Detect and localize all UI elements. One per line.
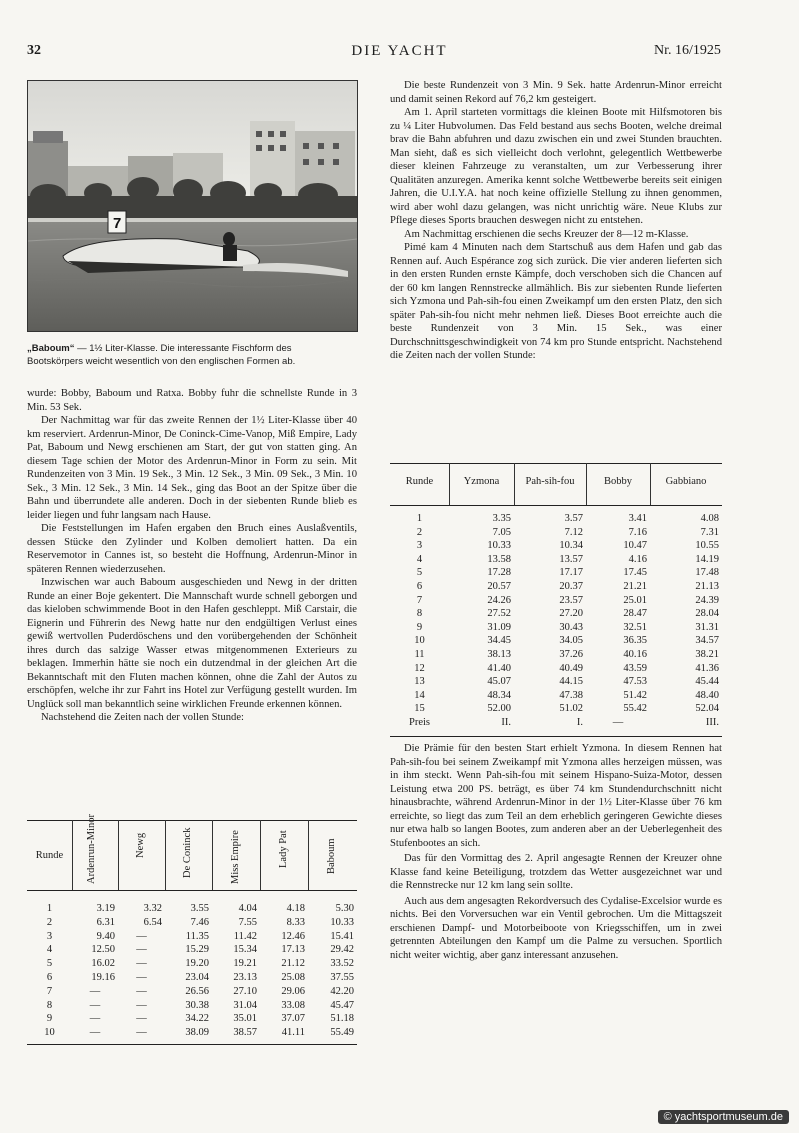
time-cell: 31.09: [487, 621, 511, 633]
time-cell: —: [136, 1013, 147, 1025]
time-cell: 17.48: [695, 567, 719, 579]
time-cell: 55.42: [623, 703, 647, 715]
row-label-cell: 1: [46, 903, 53, 914]
time-cell: 7.46: [190, 916, 209, 928]
row-label-cell: 11: [414, 648, 425, 660]
time-cell: 48.40: [695, 689, 719, 701]
time-cell: 19.20: [185, 958, 209, 970]
time-cell: 27.20: [559, 608, 583, 620]
time-cell: 51.02: [559, 703, 583, 715]
table-row: [27, 902, 357, 916]
table-row: [27, 999, 357, 1013]
time-cell: 17.28: [487, 567, 511, 579]
time-cell: 28.47: [623, 608, 647, 620]
time-cell: —: [136, 985, 147, 997]
row-label-cell: 10: [44, 1027, 55, 1039]
row-label-cell: 8: [416, 608, 423, 620]
table-row: [27, 985, 357, 999]
issue-number: Nr. 16/1925: [654, 43, 721, 58]
time-cell: 7.12: [564, 526, 583, 538]
time-cell: 35.01: [233, 1013, 257, 1025]
time-cell: 17.17: [559, 567, 583, 579]
time-cell: 21.13: [695, 580, 719, 592]
time-cell: 13.58: [487, 553, 511, 565]
time-cell: 19.16: [91, 971, 115, 983]
paragraph: Nachstehend die Zeiten nach der vollen Stunde:: [41, 712, 244, 723]
column-header: Lady Pat: [278, 830, 289, 868]
row-label-cell: 4: [46, 944, 53, 956]
time-cell: 4.04: [238, 903, 257, 914]
row-label-cell: 6: [46, 971, 53, 983]
row-label-cell: 7: [46, 985, 53, 997]
table-row: [390, 702, 722, 716]
time-cell: 37.26: [559, 648, 583, 660]
time-cell: 43.59: [623, 662, 647, 674]
table-2-body: [390, 512, 722, 730]
right-column-text-top: [390, 79, 722, 363]
time-cell: 3.35: [492, 513, 511, 524]
time-cell: 24.26: [487, 594, 511, 606]
time-cell: —: [136, 958, 147, 970]
boat-photo: [27, 80, 358, 332]
row-label-cell: 4: [416, 553, 423, 565]
time-cell: 10.47: [623, 540, 647, 552]
time-cell: 45.07: [487, 676, 511, 688]
time-cell: 5.30: [335, 903, 354, 914]
column-header: Pah-sih-fou: [525, 476, 575, 487]
table-row: [390, 621, 722, 635]
time-cell: 45.47: [330, 999, 354, 1011]
time-cell: —: [89, 985, 101, 997]
row-label-cell: 3: [416, 540, 423, 552]
time-cell: 3.32: [143, 903, 162, 914]
row-label-cell: Preis: [409, 716, 430, 728]
left-column-text: [27, 387, 357, 725]
time-cell: 15.29: [185, 944, 209, 956]
row-label-cell: 2: [46, 916, 53, 928]
paragraph: wurde: Bobby, Baboum und Ratxa. Bobby fuhr die schnellste Runde in 3 Min. 53 Sek.: [27, 388, 357, 413]
row-label-cell: 13: [414, 676, 425, 688]
table-row: [390, 539, 722, 553]
watermark: © yachtsportmuseum.de: [658, 1110, 789, 1124]
time-cell: —: [136, 930, 147, 942]
table-row: [27, 943, 357, 957]
time-cell: 37.07: [281, 1013, 305, 1025]
caption-line-1: — 1½ Liter-Klasse. Die interessante Fischform des: [74, 343, 292, 354]
paragraph: Pimé kam 4 Minuten nach dem Startschuß aus dem Hafen und gab das Rennen auf. Auch Espérance zog sich zurück. Die vier anderen lieferten sich in den ersten Runden ernste Kämpfe, doch verschoben sich die Chancen auf der 60 km langen Rennstrecke allmählich. Bis zur siebenten Runde lieferten sich Yzmona und Pah-sih-fou einen Zweikampf um den ersten Platz, den sich später Pah-sih-fou nicht mehr nehmen ließ. Dieses Boot erreichte auch die beste Rundenzeit von 3 Min. 15 Sek., was einer Durchschnittsgeschwindigkeit von 74 km pro Stunde entspricht. Nachstehend die Zeiten nach der vollen Stunde:: [390, 242, 722, 361]
time-cell: III.: [705, 716, 719, 728]
photo-caption: [27, 342, 357, 368]
time-cell: 10.55: [695, 540, 719, 552]
right-column-text-bottom: [390, 742, 722, 962]
time-cell: 4.16: [628, 553, 647, 565]
time-cell: —: [89, 999, 101, 1011]
time-cell: 14.19: [695, 553, 719, 565]
page-number: 32: [27, 43, 41, 58]
table-row: [390, 662, 722, 676]
time-cell: 6.31: [96, 916, 115, 928]
time-cell: 17.13: [281, 944, 305, 956]
time-cell: 6.54: [143, 916, 162, 928]
row-label-cell: 9: [416, 621, 423, 633]
time-cell: —: [89, 1013, 101, 1025]
time-cell: 31.31: [695, 621, 719, 633]
table-row: [390, 526, 722, 540]
table-row: [390, 607, 722, 621]
time-cell: 47.53: [623, 676, 647, 688]
time-cell: 28.04: [695, 608, 719, 620]
paragraph: Inzwischen war auch Baboum ausgeschieden und Newg in der dritten Runde an einer Boje gekentert. Die Mannschaft wurde schnell geborgen und das kieloben schwimmende Boot in den Hafen geschleppt. Miß Carstair, die Eignerin und Führerin des Newg hatte nur den endgültigen Verlust eines gewiß wertvollen Puderdöschens und den vorübergehenden der Schönheit ihres durch das salzige Wasser etwas mitgenommenen Exterieurs zu beklagen. Immerhin hätte sie noch ein dutzendmal in der gleichen Art die Bekanntschaft mit den Fluten machen können, ohne die Zahl der Autos zu erschöpfen, welche ihr zur Fahrt ins Hotel zur Verfügung gestellt wurden. Im Unglück soll man bekanntlich seine wirklichen Freunde erkennen können.: [27, 577, 357, 710]
time-cell: 26.56: [185, 985, 209, 997]
time-cell: 23.57: [559, 594, 583, 606]
time-cell: 29.06: [281, 985, 305, 997]
time-cell: I.: [576, 716, 583, 728]
row-label-cell: 3: [46, 930, 53, 942]
time-cell: 33.08: [281, 999, 305, 1011]
column-header: Yzmona: [463, 476, 500, 487]
time-cell: 27.52: [487, 608, 511, 620]
time-cell: 4.18: [286, 903, 305, 914]
column-header: Ardenrun-Minor: [86, 814, 97, 884]
row-label-cell: 6: [416, 580, 423, 592]
paragraph: Am 1. April starteten vormittags die kleinen Boote mit Hilfsmotoren bis zu ¼ Liter Hubvolumen. Das Feld bestand aus sechs Booten, welche dreimal brav die Bahn abfuhren und dazu zwischen ein und zwei Stunden brauchten. Man sieht, daß es sich vielleicht doch verlohnt, gelegentlich Wettbewerbe dieser kleinen Fahrzeuge zu veranstalten, um zur Verbesserung ihrer Qualitäten anzuregen. Amerika kennt solche Wettbewerbe bereits seit einigen Jahren, die U.I.Y.A. hat noch keine offizielle Stellung zu ihnen genommen, wird aber wohl dazu gelangen, was nicht unrichtig wäre. Neue Klubs zur Pflege dieses Sports brauchen deswegen nicht zu entstehen.: [390, 107, 722, 226]
table-row: [390, 566, 722, 580]
table-row: [390, 689, 722, 703]
time-cell: 51.18: [330, 1013, 354, 1025]
time-cell: 55.49: [330, 1027, 354, 1039]
time-cell: 52.04: [695, 703, 719, 715]
time-cell: 34.22: [185, 1013, 209, 1025]
time-cell: 38.57: [233, 1027, 257, 1039]
time-cell: 13.57: [559, 553, 583, 565]
row-label-cell: 8: [46, 999, 53, 1011]
time-cell: 17.45: [623, 567, 647, 579]
time-cell: —: [612, 716, 624, 728]
time-cell: 25.08: [281, 971, 305, 983]
time-cell: 27.10: [233, 985, 257, 997]
time-cell: 47.38: [559, 689, 583, 701]
time-cell: 7.31: [700, 526, 719, 538]
time-cell: 7.55: [238, 916, 257, 928]
magazine-title: DIE YACHT: [351, 43, 448, 59]
row-label-cell: 10: [414, 635, 425, 647]
row-label-cell: 12: [414, 662, 425, 674]
table-row: [390, 716, 722, 730]
column-header: Miss Empire: [230, 830, 241, 884]
time-cell: 8.33: [286, 916, 305, 928]
time-cell: 10.34: [559, 540, 583, 552]
column-header: Newg: [135, 832, 146, 858]
time-cell: 41.36: [695, 662, 719, 674]
table-row: [27, 971, 357, 985]
time-cell: 38.13: [487, 648, 511, 660]
time-cell: 31.04: [233, 999, 257, 1011]
time-cell: 15.34: [233, 944, 257, 956]
time-cell: 45.44: [695, 676, 719, 688]
column-header: De Coninck: [182, 827, 193, 878]
table-1-body: [27, 902, 357, 1040]
paragraph: Die beste Rundenzeit von 3 Min. 9 Sek. hatte Ardenrun-Minor erreicht und damit seinen Rekord auf 76,2 km gesteigert.: [390, 80, 722, 105]
paragraph: Der Nachmittag war für das zweite Rennen der 1½ Liter-Klasse über 40 km reserviert. Ardenrun-Minor, De Coninck-Cime-Vanop, Miß Empire, Lady Pat, Baboum und Newg erschienen am Start, der gut von statten ging. An diesem Tage schien der Motor des Ardenrun-Minor in Form zu sein. Mit Rundenzeiten von 3 Min. 19 Sek., 3 Min. 12 Sek., 3 Min. 09 Sek., 3 Min. 10 Sek., 3 Min. 12 Sek., 3 Min. 14 Sek., ging das Boot an der Spitze über die Bahn und überrundete alle anderen. Doch in der siebenten Runde blieb es leider liegen und fuhr langsam nach Hause.: [27, 415, 357, 521]
time-cell: 20.37: [559, 580, 583, 592]
column-header: Gabbiano: [665, 476, 707, 487]
table-row: [390, 580, 722, 594]
time-cell: 32.51: [623, 621, 647, 633]
time-cell: —: [136, 971, 147, 983]
column-header: Runde: [405, 476, 434, 487]
paragraph: Die Feststellungen im Hafen ergaben den Bruch eines Auslaßventils, dessen Stücke den Zylinder und Kolben demoliert hatten. Da ein Reservemotor in Cannes ist, so besteht die Hoffnung, Ardenrun-Minor in späteren Rennen wiederzusehen.: [27, 523, 357, 575]
time-cell: —: [136, 944, 147, 956]
time-cell: 34.05: [559, 635, 583, 647]
table-row: [390, 634, 722, 648]
time-cell: 3.57: [564, 513, 583, 524]
time-cell: 25.01: [623, 594, 647, 606]
svg-text:7: 7: [113, 215, 122, 232]
time-cell: 12.50: [91, 944, 115, 956]
time-cell: 3.41: [628, 513, 647, 524]
caption-boat-name: „Baboum“: [27, 343, 75, 354]
time-cell: 30.43: [559, 621, 583, 633]
time-cell: 30.38: [185, 999, 209, 1011]
table-row: [27, 1026, 357, 1040]
paragraph: Die Prämie für den besten Start erhielt Yzmona. In diesem Rennen hat Pah-sih-fou bei seinem Zweikampf mit Yzmona alles herzeigen müssen, was in ihm steckt. Wenn Pah-sih-fou mit seinem Hispano-Suiza-Motor, dessen Leistung etwa 200 PS. beträgt, es über 74 km Stundendurchschnitt nicht hinausbrachte, während Ardenrun-Minor in der 1½ Liter-Klasse über 76 km erreichte, so liegt das zum Teil an dem erheblich geringeren Gewichte dieses nur etwa halb so langen Bootes, zum anderen aber an der Ueberlegenheit des Stufenbootes an sich.: [390, 743, 722, 849]
table-row: [27, 957, 357, 971]
time-cell: 40.49: [559, 662, 583, 674]
time-cell: 4.08: [700, 513, 719, 524]
column-header-runde: Runde: [35, 850, 64, 861]
time-cell: 34.57: [695, 635, 719, 647]
time-cell: 10.33: [487, 540, 511, 552]
time-cell: 7.05: [492, 526, 511, 538]
table-row: [27, 1012, 357, 1026]
row-label-cell: 7: [416, 594, 423, 606]
time-cell: 21.21: [623, 580, 647, 592]
time-cell: II.: [501, 716, 511, 728]
time-cell: 3.55: [190, 903, 209, 914]
time-cell: 21.12: [281, 958, 305, 970]
table-row: [390, 553, 722, 567]
time-cell: 20.57: [487, 580, 511, 592]
time-cell: 41.11: [281, 1027, 305, 1039]
time-cell: —: [136, 999, 147, 1011]
time-cell: 33.52: [330, 958, 354, 970]
time-cell: 12.46: [281, 930, 305, 942]
time-cell: 38.09: [185, 1027, 209, 1039]
table-row: [27, 916, 357, 930]
paragraph: Das für den Vormittag des 2. April angesagte Rennen der Kreuzer ohne Klasse fand keine Beteiligung, trotzdem das Wetter ausgezeichnet war und die Rennstrecke nur 12 km lang sein sollte.: [390, 853, 722, 891]
time-cell: 48.34: [487, 689, 511, 701]
time-cell: 23.04: [185, 971, 209, 983]
time-cell: 11.42: [233, 930, 257, 942]
time-cell: 9.40: [96, 930, 115, 942]
time-cell: 51.42: [623, 689, 647, 701]
time-cell: 52.00: [487, 703, 511, 715]
paragraph: Auch aus dem angesagten Rekordversuch des Cydalise-Excelsior wurde es nichts. Bei den Vorversuchen war ein Ventil gebrochen. Um die Mittagszeit erschienen Dampf- und Motorbeiboote von Kriegsschiffen, um in zwei getrennten Abteilungen den Kampf um die Palme zu versuchen. Sportlich nicht weiter wichtig, aber ganz interessant anzusehen.: [390, 895, 722, 961]
time-cell: 3.19: [96, 903, 115, 914]
table-row: [27, 930, 357, 944]
time-cell: 23.13: [233, 971, 257, 983]
column-header: Baboum: [326, 838, 337, 874]
time-cell: 42.20: [330, 985, 354, 997]
time-cell: 44.15: [559, 676, 583, 688]
column-header: Bobby: [603, 476, 632, 487]
row-label-cell: 5: [46, 958, 53, 970]
time-cell: 15.41: [330, 930, 354, 942]
time-cell: 19.21: [233, 958, 257, 970]
time-cell: 7.16: [628, 526, 647, 538]
row-label-cell: 2: [416, 526, 423, 538]
time-cell: —: [89, 1027, 101, 1039]
row-label-cell: 1: [416, 513, 423, 524]
row-label-cell: 5: [416, 567, 423, 579]
time-cell: 36.35: [623, 635, 647, 647]
time-cell: 37.55: [330, 971, 354, 983]
table-row: [390, 594, 722, 608]
table-row: [390, 512, 722, 526]
time-cell: —: [136, 1027, 147, 1039]
time-cell: 38.21: [695, 648, 719, 660]
time-cell: 41.40: [487, 662, 511, 674]
row-label-cell: 14: [414, 689, 425, 701]
time-cell: 34.45: [487, 635, 511, 647]
row-label-cell: 15: [414, 703, 425, 715]
time-cell: 40.16: [623, 648, 647, 660]
time-cell: 11.35: [185, 930, 209, 942]
row-label-cell: 9: [46, 1013, 53, 1025]
table-row: [390, 675, 722, 689]
time-cell: 29.42: [330, 944, 354, 956]
paragraph: Am Nachmittag erschienen die sechs Kreuzer der 8—12 m-Klasse.: [404, 228, 689, 240]
time-cell: 16.02: [91, 958, 115, 970]
time-cell: 24.39: [695, 594, 719, 606]
caption-line-2: Bootskörpers weicht wesentlich von den englischen Formen ab.: [27, 356, 296, 367]
table-row: [390, 648, 722, 662]
time-cell: 10.33: [330, 916, 354, 928]
